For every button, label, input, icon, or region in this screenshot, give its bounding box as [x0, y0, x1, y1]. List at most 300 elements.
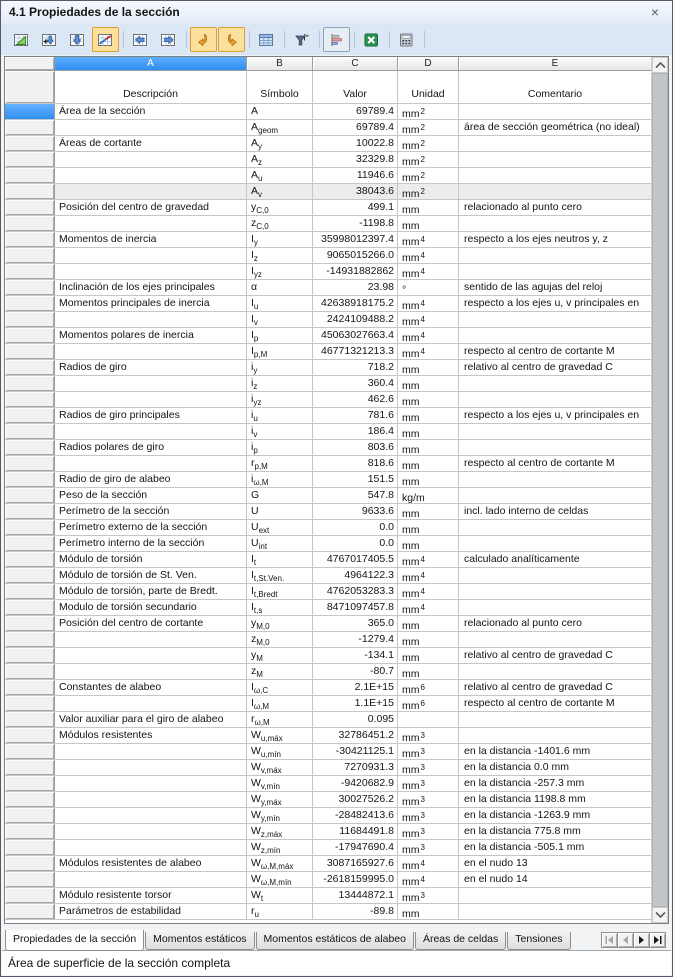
cell-symbol[interactable] [247, 152, 313, 167]
cell-description[interactable]: Posición del centro de gravedad [55, 200, 247, 215]
cell-value[interactable]: 360.4 [313, 376, 398, 391]
cell-value[interactable]: -1198.8 [313, 216, 398, 231]
cell-value[interactable]: 23.98 [313, 280, 398, 295]
cell-description[interactable]: Valor auxiliar para el giro de alabeo [55, 712, 247, 727]
cell-unit[interactable] [398, 360, 459, 375]
cell-description[interactable]: Módulo de torsión de St. Ven. [55, 568, 247, 583]
cell-symbol[interactable] [247, 712, 313, 727]
row-header-cell[interactable] [5, 264, 55, 279]
cell-symbol[interactable] [247, 776, 313, 791]
table-view-button[interactable] [253, 27, 280, 52]
cell-unit[interactable] [398, 712, 459, 727]
cell-description[interactable]: Inclinación de los ejes principales [55, 280, 247, 295]
cell-symbol[interactable] [247, 440, 313, 455]
cell-symbol[interactable] [247, 264, 313, 279]
cell-unit[interactable] [398, 696, 459, 711]
cell-symbol[interactable] [247, 280, 313, 295]
cell-symbol[interactable] [247, 568, 313, 583]
chart-button[interactable] [323, 27, 350, 52]
row-header-cell[interactable] [5, 136, 55, 151]
column-header-a[interactable]: A [55, 57, 247, 70]
cell-value[interactable]: -2618159995.0 [313, 872, 398, 887]
cell-description[interactable]: Momentos de inercia [55, 232, 247, 247]
cell-symbol[interactable] [247, 472, 313, 487]
cell-symbol[interactable] [247, 216, 313, 231]
cell-description[interactable] [55, 744, 247, 759]
cell-symbol[interactable] [247, 584, 313, 599]
row-header-cell[interactable] [5, 296, 55, 311]
cell-value[interactable]: 11684491.8 [313, 824, 398, 839]
cell-symbol[interactable] [247, 760, 313, 775]
cell-description[interactable]: Perímetro de la sección [55, 504, 247, 519]
row-header-cell[interactable] [5, 280, 55, 295]
cell-description[interactable]: Posición del centro de cortante [55, 616, 247, 631]
cell-unit[interactable] [398, 152, 459, 167]
row-header-cell[interactable] [5, 664, 55, 679]
cell-unit[interactable] [398, 408, 459, 423]
row-header-cell[interactable] [5, 472, 55, 487]
cell-symbol[interactable] [247, 600, 313, 615]
cell-value[interactable]: -17947690.4 [313, 840, 398, 855]
cell-symbol[interactable] [247, 872, 313, 887]
cell-unit[interactable] [398, 792, 459, 807]
cell-symbol[interactable] [247, 408, 313, 423]
row-header-cell[interactable] [5, 152, 55, 167]
cell-comment[interactable] [459, 104, 651, 119]
cell-description[interactable]: Módulo de torsión [55, 552, 247, 567]
next-page-button[interactable] [633, 932, 650, 948]
row-header-cell[interactable] [5, 872, 55, 887]
row-header-cell[interactable] [5, 824, 55, 839]
cell-unit[interactable] [398, 808, 459, 823]
cell-symbol[interactable] [247, 328, 313, 343]
cell-symbol[interactable] [247, 168, 313, 183]
cell-comment[interactable] [459, 424, 651, 439]
close-icon[interactable]: × [650, 4, 660, 20]
tab-momentos-estáticos-de-alabeo[interactable]: Momentos estáticos de alabeo [256, 932, 414, 950]
cell-unit[interactable] [398, 472, 459, 487]
cell-unit[interactable] [398, 776, 459, 791]
row-header-cell[interactable] [5, 808, 55, 823]
cell-value[interactable]: 10022.8 [313, 136, 398, 151]
cell-comment[interactable] [459, 664, 651, 679]
cell-comment[interactable] [459, 568, 651, 583]
redo-button[interactable] [218, 27, 245, 52]
cell-description[interactable] [55, 168, 247, 183]
cell-value[interactable]: -30421125.1 [313, 744, 398, 759]
cell-unit[interactable] [398, 584, 459, 599]
cell-description[interactable]: Módulo resistente torsor [55, 888, 247, 903]
cell-unit[interactable] [398, 312, 459, 327]
cell-unit[interactable] [398, 376, 459, 391]
cell-unit[interactable] [398, 392, 459, 407]
cell-unit[interactable] [398, 184, 459, 199]
cell-symbol[interactable] [247, 840, 313, 855]
cell-description[interactable] [55, 776, 247, 791]
cell-description[interactable] [55, 424, 247, 439]
cell-unit[interactable] [398, 280, 459, 295]
cell-description[interactable]: Peso de la sección [55, 488, 247, 503]
cell-value[interactable]: 45063027663.4 [313, 328, 398, 343]
vertical-scrollbar[interactable] [651, 57, 668, 923]
cell-unit[interactable] [398, 744, 459, 759]
cell-value[interactable]: 365.0 [313, 616, 398, 631]
cell-comment[interactable] [459, 520, 651, 535]
cell-description[interactable]: Radio de giro de alabeo [55, 472, 247, 487]
row-header-cell[interactable] [5, 504, 55, 519]
cell-comment[interactable]: en la distancia -1401.6 mm [464, 745, 591, 757]
row-header-cell[interactable] [5, 376, 55, 391]
cell-unit[interactable] [398, 168, 459, 183]
cell-description[interactable] [55, 376, 247, 391]
cell-comment[interactable]: relativo al centro de gravedad C [464, 649, 613, 661]
cell-symbol[interactable] [247, 248, 313, 263]
cell-unit[interactable] [398, 328, 459, 343]
cell-value[interactable]: 8471097457.8 [313, 600, 398, 615]
filter-button[interactable] [288, 27, 315, 52]
cell-unit[interactable] [398, 840, 459, 855]
cell-value[interactable]: 462.6 [313, 392, 398, 407]
cell-value[interactable]: 13444872.1 [313, 888, 398, 903]
cell-unit[interactable] [398, 856, 459, 871]
row-header-cell[interactable] [5, 104, 55, 119]
cell-symbol[interactable] [247, 344, 313, 359]
cell-comment[interactable] [459, 440, 651, 455]
cell-unit[interactable] [398, 296, 459, 311]
cell-comment[interactable]: relacionado al punto cero [464, 617, 582, 629]
cell-symbol[interactable] [247, 120, 313, 135]
row-header-cell[interactable] [5, 728, 55, 743]
cell-symbol[interactable] [247, 312, 313, 327]
cell-value[interactable]: -89.8 [313, 904, 398, 919]
cell-symbol[interactable] [247, 232, 313, 247]
row-header-cell[interactable] [5, 632, 55, 647]
row-header-cell[interactable] [5, 568, 55, 583]
next-table-button[interactable] [155, 27, 182, 52]
cell-unit[interactable] [398, 888, 459, 903]
cell-comment[interactable]: relativo al centro de gravedad C [464, 361, 613, 373]
cell-value[interactable]: 42638918175.2 [313, 296, 398, 311]
cell-comment[interactable] [459, 472, 651, 487]
cell-description[interactable]: Parámetros de estabilidad [55, 904, 247, 919]
row-header-cell[interactable] [5, 840, 55, 855]
cell-comment[interactable]: en el nudo 14 [464, 873, 528, 885]
cell-value[interactable]: 1.1E+15 [313, 696, 398, 711]
row-header-cell[interactable] [5, 232, 55, 247]
row-header-cell[interactable] [5, 712, 55, 727]
row-header-cell[interactable] [5, 904, 55, 919]
cell-comment[interactable]: relacionado al punto cero [464, 201, 582, 213]
cell-comment[interactable] [459, 184, 651, 199]
cell-value[interactable]: -9420682.9 [313, 776, 398, 791]
previous-page-button[interactable] [617, 932, 634, 948]
cell-description[interactable]: Radios polares de giro [55, 440, 247, 455]
cell-symbol[interactable] [247, 664, 313, 679]
calculator-button[interactable] [393, 27, 420, 52]
row-header-cell[interactable] [5, 424, 55, 439]
cell-unit[interactable] [398, 568, 459, 583]
cell-unit[interactable] [398, 504, 459, 519]
cell-comment[interactable] [459, 488, 651, 503]
cell-value[interactable]: 11946.6 [313, 168, 398, 183]
cell-symbol[interactable] [247, 744, 313, 759]
cell-value[interactable]: 186.4 [313, 424, 398, 439]
cell-description[interactable] [55, 264, 247, 279]
cell-unit[interactable] [398, 440, 459, 455]
cell-value[interactable]: 9633.6 [313, 504, 398, 519]
cell-comment[interactable] [459, 536, 651, 551]
row-header-cell[interactable] [5, 776, 55, 791]
cell-comment[interactable]: en la distancia -257.3 mm [464, 777, 585, 789]
cell-comment[interactable] [459, 152, 651, 167]
cell-symbol[interactable] [247, 728, 313, 743]
cell-unit[interactable] [398, 632, 459, 647]
row-header-cell[interactable] [5, 584, 55, 599]
cell-value[interactable]: 803.6 [313, 440, 398, 455]
cell-comment[interactable] [459, 728, 651, 743]
cell-symbol[interactable] [247, 424, 313, 439]
cell-value[interactable]: 30027526.2 [313, 792, 398, 807]
cell-comment[interactable] [459, 904, 651, 919]
cell-description[interactable]: Momentos principales de inercia [55, 296, 247, 311]
cell-comment[interactable]: calculado analíticamente [464, 553, 580, 565]
cell-description[interactable]: Módulos resistentes de alabeo [55, 856, 247, 871]
cell-comment[interactable] [459, 392, 651, 407]
cell-comment[interactable] [459, 264, 651, 279]
row-header-cell[interactable] [5, 488, 55, 503]
cell-description[interactable]: Módulos resistentes [55, 728, 247, 743]
row-header-cell[interactable] [5, 616, 55, 631]
cell-symbol[interactable] [247, 392, 313, 407]
cell-description[interactable]: Áreas de cortante [55, 136, 247, 151]
goto-row-button[interactable] [64, 27, 91, 52]
cell-description[interactable] [55, 120, 247, 135]
cell-description[interactable] [55, 760, 247, 775]
cell-value[interactable]: 0.095 [313, 712, 398, 727]
tab-áreas-de-celdas[interactable]: Áreas de celdas [415, 932, 506, 950]
row-header-cell[interactable] [5, 312, 55, 327]
cell-comment[interactable]: respecto al centro de cortante M [464, 457, 615, 469]
cell-value[interactable]: -28482413.6 [313, 808, 398, 823]
cell-comment[interactable] [459, 888, 651, 903]
row-header-cell[interactable] [5, 200, 55, 215]
cell-symbol[interactable] [247, 296, 313, 311]
cell-value[interactable]: 69789.4 [313, 104, 398, 119]
cell-symbol[interactable] [247, 136, 313, 151]
cell-comment[interactable]: respecto al centro de cortante M [464, 697, 615, 709]
cell-description[interactable] [55, 872, 247, 887]
cell-unit[interactable] [398, 824, 459, 839]
cell-description[interactable] [55, 216, 247, 231]
cell-description[interactable] [55, 344, 247, 359]
cell-unit[interactable] [398, 904, 459, 919]
cell-description[interactable]: Modulo de torsión secundario [55, 600, 247, 615]
column-header-b[interactable]: B [247, 57, 313, 70]
cell-symbol[interactable] [247, 616, 313, 631]
row-header-cell[interactable] [5, 696, 55, 711]
cell-symbol[interactable] [247, 696, 313, 711]
cell-unit[interactable] [398, 104, 459, 119]
last-page-button[interactable] [649, 932, 666, 948]
cell-comment[interactable]: en la distancia 775.8 mm [464, 825, 581, 837]
cell-unit[interactable] [398, 872, 459, 887]
cell-description[interactable] [55, 312, 247, 327]
row-header-cell[interactable] [5, 744, 55, 759]
row-header-cell[interactable] [5, 408, 55, 423]
cell-value[interactable]: 2424109488.2 [313, 312, 398, 327]
cell-symbol[interactable] [247, 504, 313, 519]
cell-symbol[interactable] [247, 536, 313, 551]
cell-unit[interactable] [398, 648, 459, 663]
row-header-cell[interactable] [5, 536, 55, 551]
cell-description[interactable] [55, 792, 247, 807]
cell-unit[interactable] [398, 264, 459, 279]
cell-description[interactable]: Perímetro interno de la sección [55, 536, 247, 551]
cell-description[interactable]: Radios de giro principales [55, 408, 247, 423]
tab-propiedades-de-la-sección[interactable]: Propiedades de la sección [5, 930, 144, 951]
cell-symbol[interactable] [247, 888, 313, 903]
cell-value[interactable]: 38043.6 [313, 184, 398, 199]
cell-description[interactable]: Radios de giro [55, 360, 247, 375]
cell-comment[interactable]: respecto al centro de cortante M [464, 345, 615, 357]
cell-value[interactable]: -80.7 [313, 664, 398, 679]
cell-comment[interactable] [459, 328, 651, 343]
cell-description[interactable] [55, 824, 247, 839]
cell-value[interactable]: 9065015266.0 [313, 248, 398, 263]
row-header-cell[interactable] [5, 520, 55, 535]
tab-tensiones[interactable]: Tensiones [507, 932, 570, 950]
cell-symbol[interactable] [247, 792, 313, 807]
row-header-cell[interactable] [5, 856, 55, 871]
cell-unit[interactable] [398, 248, 459, 263]
cell-value[interactable]: 781.6 [313, 408, 398, 423]
row-header-cell[interactable] [5, 680, 55, 695]
cell-description[interactable] [55, 248, 247, 263]
cell-value[interactable]: 499.1 [313, 200, 398, 215]
cell-symbol[interactable] [247, 808, 313, 823]
cell-description[interactable] [55, 648, 247, 663]
cell-symbol[interactable] [247, 520, 313, 535]
cell-symbol[interactable] [247, 456, 313, 471]
cell-comment[interactable]: incl. lado interno de celdas [464, 505, 589, 517]
cell-unit[interactable] [398, 728, 459, 743]
cell-unit[interactable] [398, 552, 459, 567]
cell-symbol[interactable] [247, 104, 313, 119]
cell-value[interactable]: 547.8 [313, 488, 398, 503]
cell-description[interactable] [55, 808, 247, 823]
show-diagram-button[interactable] [8, 27, 35, 52]
cell-comment[interactable] [459, 136, 651, 151]
cell-symbol[interactable] [247, 648, 313, 663]
cell-symbol[interactable] [247, 632, 313, 647]
row-header-cell[interactable] [5, 600, 55, 615]
column-header-e[interactable]: E [459, 57, 651, 70]
excel-export-button[interactable] [358, 27, 385, 52]
cell-value[interactable]: 718.2 [313, 360, 398, 375]
cell-description[interactable] [55, 392, 247, 407]
cell-value[interactable]: -1279.4 [313, 632, 398, 647]
cell-description[interactable] [55, 632, 247, 647]
cell-comment[interactable] [459, 712, 651, 727]
cell-comment[interactable]: área de sección geométrica (no ideal) [464, 121, 640, 133]
column-header-d[interactable]: D [398, 57, 459, 70]
cell-value[interactable]: 818.6 [313, 456, 398, 471]
row-header-cell[interactable] [5, 456, 55, 471]
cell-description[interactable] [55, 152, 247, 167]
row-header-cell[interactable] [5, 552, 55, 567]
cell-value[interactable]: 0.0 [313, 536, 398, 551]
insert-row-button[interactable] [36, 27, 63, 52]
cell-comment[interactable]: en la distancia -1263.9 mm [464, 809, 591, 821]
row-header-cell[interactable] [5, 360, 55, 375]
cell-comment[interactable] [459, 632, 651, 647]
cell-comment[interactable]: respecto a los ejes u, v principales en [464, 297, 640, 309]
cell-value[interactable]: 2.1E+15 [313, 680, 398, 695]
cell-unit[interactable] [398, 120, 459, 135]
cell-comment[interactable] [459, 248, 651, 263]
cell-comment[interactable]: respecto a los ejes u, v principales en [464, 409, 640, 421]
cell-symbol[interactable] [247, 488, 313, 503]
cell-comment[interactable]: respecto a los ejes neutros y, z [464, 233, 608, 245]
cell-comment[interactable]: en la distancia 0.0 mm [464, 761, 570, 773]
previous-table-button[interactable] [127, 27, 154, 52]
cell-symbol[interactable] [247, 552, 313, 567]
cell-value[interactable]: 32329.8 [313, 152, 398, 167]
cell-comment[interactable] [459, 376, 651, 391]
row-header-cell[interactable] [5, 216, 55, 231]
cell-value[interactable]: 151.5 [313, 472, 398, 487]
row-header-cell[interactable] [5, 328, 55, 343]
row-header-cell[interactable] [5, 184, 55, 199]
cell-unit[interactable] [398, 520, 459, 535]
row-header-cell[interactable] [5, 760, 55, 775]
cell-unit[interactable] [398, 200, 459, 215]
cell-symbol[interactable] [247, 200, 313, 215]
cell-value[interactable]: -134.1 [313, 648, 398, 663]
cell-unit[interactable] [398, 680, 459, 695]
cell-description[interactable]: Constantes de alabeo [55, 680, 247, 695]
cell-comment[interactable] [459, 584, 651, 599]
cell-value[interactable]: 4762053283.3 [313, 584, 398, 599]
cell-value[interactable]: 7270931.3 [313, 760, 398, 775]
row-header-cell[interactable] [5, 392, 55, 407]
cell-symbol[interactable] [247, 376, 313, 391]
cell-unit[interactable] [398, 616, 459, 631]
undo-button[interactable] [190, 27, 217, 52]
cell-description[interactable]: Módulo de torsión, parte de Bredt. [55, 584, 247, 599]
row-header-cell[interactable] [5, 648, 55, 663]
cell-value[interactable]: 0.0 [313, 520, 398, 535]
cell-comment[interactable] [459, 168, 651, 183]
cell-value[interactable]: 35998012397.4 [313, 232, 398, 247]
cell-comment[interactable]: sentido de las agujas del reloj [464, 281, 603, 293]
cell-comment[interactable] [459, 312, 651, 327]
cell-unit[interactable] [398, 488, 459, 503]
cell-symbol[interactable] [247, 184, 313, 199]
cell-symbol[interactable] [247, 680, 313, 695]
cell-comment[interactable]: en el nudo 13 [464, 857, 528, 869]
tab-momentos-estáticos[interactable]: Momentos estáticos [145, 932, 254, 950]
cell-value[interactable]: -14931882862 [313, 264, 398, 279]
row-header-cell[interactable] [5, 248, 55, 263]
row-header-cell[interactable] [5, 344, 55, 359]
cell-description[interactable] [55, 696, 247, 711]
cell-value[interactable]: 3087165927.6 [313, 856, 398, 871]
cell-symbol[interactable] [247, 904, 313, 919]
cell-description[interactable] [55, 184, 247, 199]
first-page-button[interactable] [601, 932, 618, 948]
cell-description[interactable]: Área de la sección [55, 104, 247, 119]
